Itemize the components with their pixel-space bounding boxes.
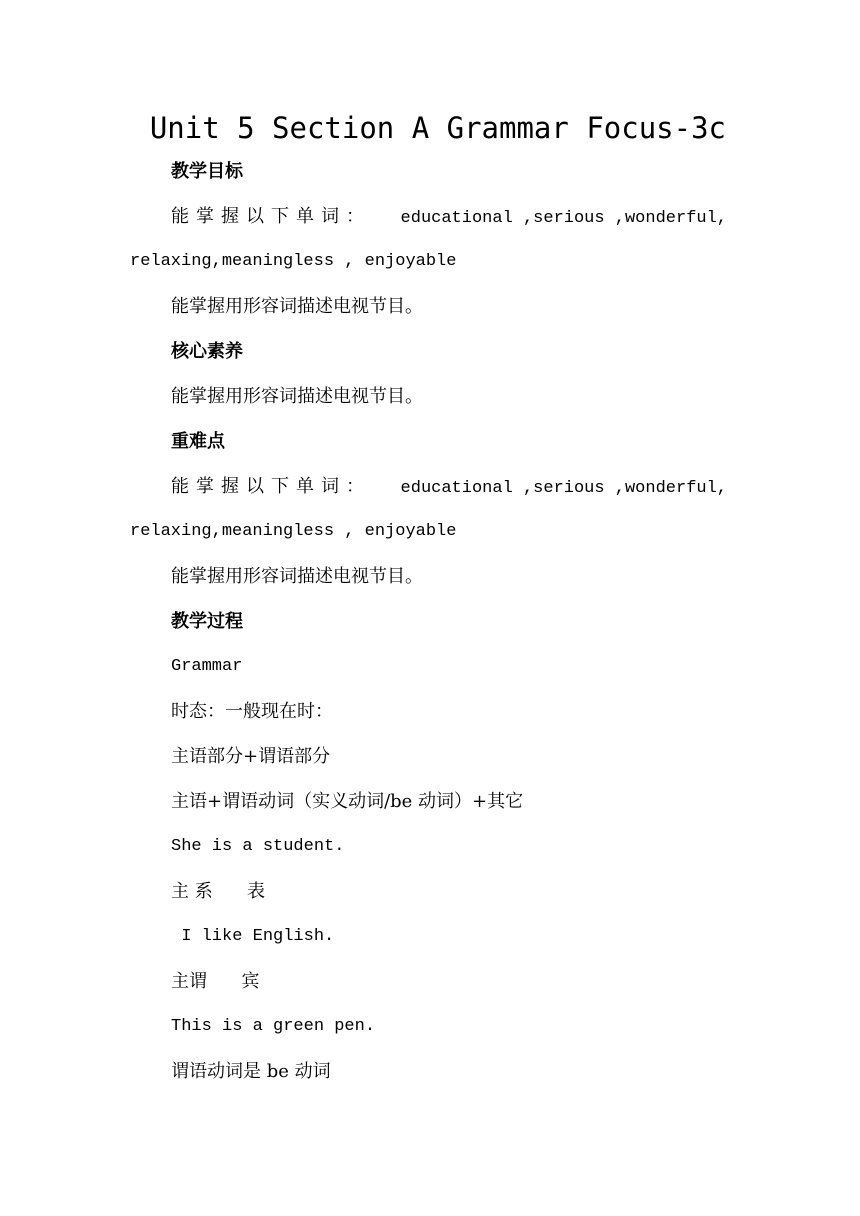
- example-sentence: She is a student.: [171, 837, 345, 856]
- vocab-words: educational ,serious ,wonderful,: [400, 479, 727, 498]
- vocab-words-continued: relaxing,meaningless , enjoyable: [130, 252, 457, 271]
- sentence-parts: 主 系 表: [171, 881, 266, 902]
- process-line: 谓语动词是 be 动词: [171, 1061, 331, 1082]
- key-points-text: 能掌握用形容词描述电视节目。: [171, 566, 423, 587]
- vocab-intro: 能掌握以下单词：: [171, 206, 371, 227]
- section-heading-process: 教学过程: [171, 611, 243, 632]
- core-literacy-text: 能掌握用形容词描述电视节目。: [171, 386, 423, 407]
- process-line: 主语+谓语动词（实义动词/be 动词）+其它: [171, 791, 524, 812]
- document-title: Unit 5 Section A Grammar Focus-3c: [149, 111, 726, 145]
- vocab-words-continued: relaxing,meaningless , enjoyable: [130, 522, 457, 541]
- sentence-parts: 主谓 宾: [171, 971, 260, 992]
- example-sentence: This is a green pen.: [171, 1017, 376, 1036]
- vocab-intro: 能掌握以下单词：: [171, 476, 371, 497]
- section-heading-objectives: 教学目标: [171, 161, 243, 182]
- objective-text: 能掌握用形容词描述电视节目。: [171, 296, 423, 317]
- example-sentence: I like English.: [171, 927, 335, 946]
- vocab-line: [171, 473, 727, 503]
- process-line: 主语部分+谓语部分: [171, 746, 331, 767]
- process-line: Grammar: [171, 657, 243, 676]
- section-heading-core-literacy: 核心素养: [171, 341, 243, 362]
- section-heading-key-points: 重难点: [171, 431, 225, 452]
- process-line: 时态：一般现在时：: [171, 701, 333, 722]
- vocab-words: educational ,serious ,wonderful,: [400, 209, 727, 228]
- vocab-line: [171, 203, 727, 233]
